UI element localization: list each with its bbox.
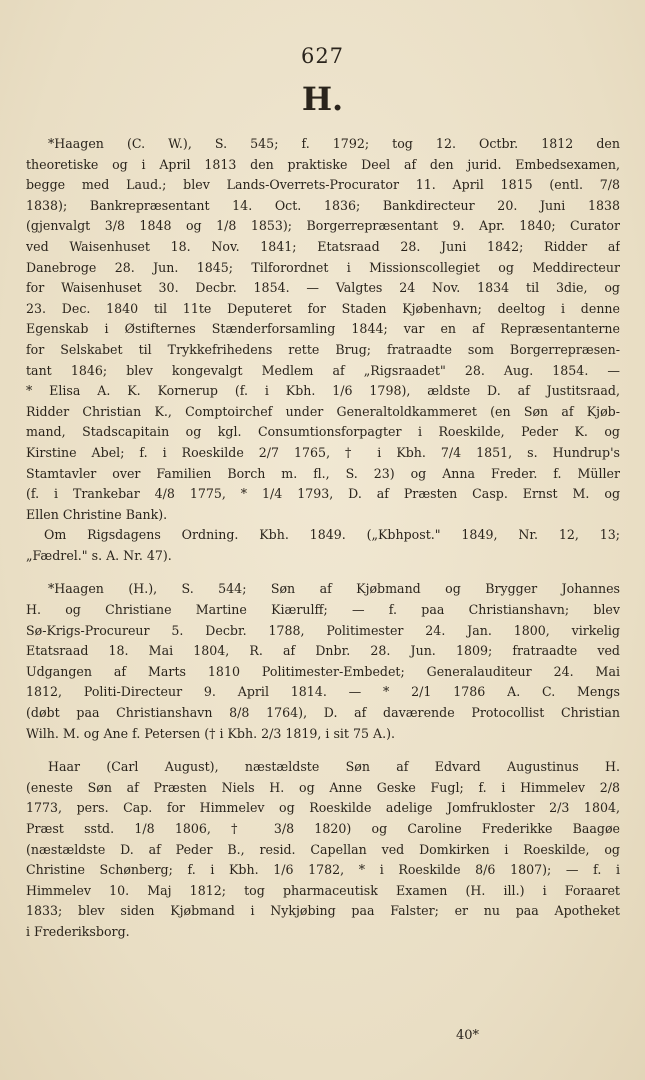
entry-haar-carl-august bbox=[26, 757, 620, 942]
entry-line: Stamtavler over Familien Borch m. fl., S. 23) og Anna Freder. f. Müller bbox=[26, 465, 620, 481]
entry-line: Christine Schønberg; f. i Kbh. 1/6 1782, * i Roeskilde 8/6 1807); — f. i bbox=[26, 862, 620, 878]
entry-line: i Frederiksborg. bbox=[26, 923, 130, 939]
entry-line: * Elisa A. K. Kornerup (f. i Kbh. 1/6 1798), ældste D. af Justitsraad, bbox=[26, 383, 620, 399]
catchword: 40* bbox=[455, 1028, 479, 1043]
entry-line: Etatsraad 18. Mai 1804, R. af Dnbr. 28. Jun. 1809; fratraadte ved bbox=[26, 643, 620, 659]
entry-line: tant 1846; blev kongevalgt Medlem af „Rigsraadet" 28. Aug. 1854. — bbox=[26, 362, 620, 378]
entry-line: Præst sstd. 1/8 1806, † 3/8 1820) og Caroline Frederikke Baagøe bbox=[26, 821, 620, 836]
entry-line: theoretiske og i April 1813 den praktiske Deel af den jurid. Embedsexamen, bbox=[26, 156, 620, 172]
entry-line: Danebroge 28. Jun. 1845; Tilforordnet i Missionscollegiet og Meddirecteur bbox=[26, 259, 620, 275]
publication-line: Om Rigsdagens Ordning. Kbh. 1849. („Kbhpost." 1849, Nr. 12, 13; bbox=[44, 527, 620, 543]
entry-line: (næstældste D. af Peder B., resid. Capellan ved Domkirken i Roeskilde, og bbox=[26, 841, 620, 857]
entry-line: for Selskabet til Trykkefrihedens rette Brug; fratraadte som Borgerrepræsen- bbox=[26, 341, 620, 357]
entry-line: mand, Stadscapitain og kgl. Consumtionsforpagter i Roeskilde, Peder K. og bbox=[26, 424, 620, 440]
entry-line: Himmelev 10. Maj 1812; tog pharmaceutisk Examen (H. ill.) i Foraaret bbox=[26, 882, 620, 898]
entry-line: Kirstine Abel; f. i Roeskilde 2/7 1765, † i Kbh. 7/4 1851, s. Hundrup's bbox=[26, 444, 620, 460]
entry-line: (f. i Trankebar 4/8 1775, * 1/4 1793, D. af Præsten Casp. Ernst M. og bbox=[26, 486, 620, 502]
entry-line: Ellen Christine Bank). bbox=[26, 506, 168, 522]
entry-line: *Haagen (H.), S. 544; Søn af Kjøbmand og Brygger Johannes bbox=[48, 581, 620, 597]
entry-line: 1833; blev siden Kjøbmand i Nykjøbing paa Falster; er nu paa Apotheket bbox=[26, 903, 620, 919]
entry-line: Udgangen af Marts 1810 Politimester-Embedet; Generalauditeur 24. Mai bbox=[26, 663, 620, 679]
entry-line: 1838); Bankrepræsentant 14. Oct. 1836; Bankdirecteur 20. Juni 1838 bbox=[26, 197, 620, 213]
publication-line: „Fædrel." s. A. Nr. 47). bbox=[26, 547, 172, 563]
entry-line: begge med Laud.; blev Lands-Overrets-Procurator 11. April 1815 (entl. 7/8 bbox=[26, 177, 620, 193]
entry-line: 1773, pers. Cap. for Himmelev og Roeskilde adelige Jomfrukloster 2/3 1804, bbox=[26, 800, 620, 816]
entry-line: Sø-Krigs-Procureur 5. Decbr. 1788, Politimester 24. Jan. 1800, virkelig bbox=[26, 622, 620, 638]
page-number: 627 bbox=[300, 44, 345, 68]
entry-line: (døbt paa Christianshavn 8/8 1764), D. af daværende Protocollist Christian bbox=[26, 705, 620, 721]
entry-line: Haar (Carl August), næstældste Søn af Edvard Augustinus H. bbox=[48, 759, 620, 775]
section-letter: H. bbox=[301, 80, 344, 118]
entry-line: Ridder Christian K., Comptoirchef under Generaltoldkammeret (en Søn af Kjøb- bbox=[26, 403, 620, 419]
entry-line: H. og Christiane Martine Kiærulff; — f. paa Christianshavn; blev bbox=[26, 602, 620, 618]
entry-haagen-h bbox=[26, 579, 620, 744]
entry-line: for Waisenhuset 30. Decbr. 1854. — Valgtes 24 Nov. 1834 til 3die, og bbox=[26, 280, 620, 296]
entries-column bbox=[26, 134, 620, 956]
entry-haagen-cw bbox=[26, 134, 620, 566]
entry-line: Egenskab i Østifternes Stænderforsamling 1844; var en af Repræsentanterne bbox=[26, 321, 620, 337]
entry-line: *Haagen (C. W.), S. 545; f. 1792; tog 12. Octbr. 1812 den bbox=[48, 136, 620, 151]
entry-line: (gjenvalgt 3/8 1848 og 1/8 1853); Borgerrepræsentant 9. Apr. 1840; Curator bbox=[26, 218, 620, 234]
entry-line: 1812, Politi-Directeur 9. April 1814. — * 2/1 1786 A. C. Mengs bbox=[26, 684, 620, 700]
entry-line: ved Waisenhuset 18. Nov. 1841; Etatsraad 28. Juni 1842; Ridder af bbox=[26, 238, 620, 254]
entry-line: 23. Dec. 1840 til 11te Deputeret for Staden Kjøbenhavn; deeltog i denne bbox=[26, 300, 620, 316]
entry-line: (eneste Søn af Præsten Niels H. og Anne Geske Fugl; f. i Himmelev 2/8 bbox=[26, 779, 620, 795]
entry-line: Wilh. M. og Ane f. Petersen († i Kbh. 2/3 1819, i sit 75 A.). bbox=[26, 725, 396, 741]
